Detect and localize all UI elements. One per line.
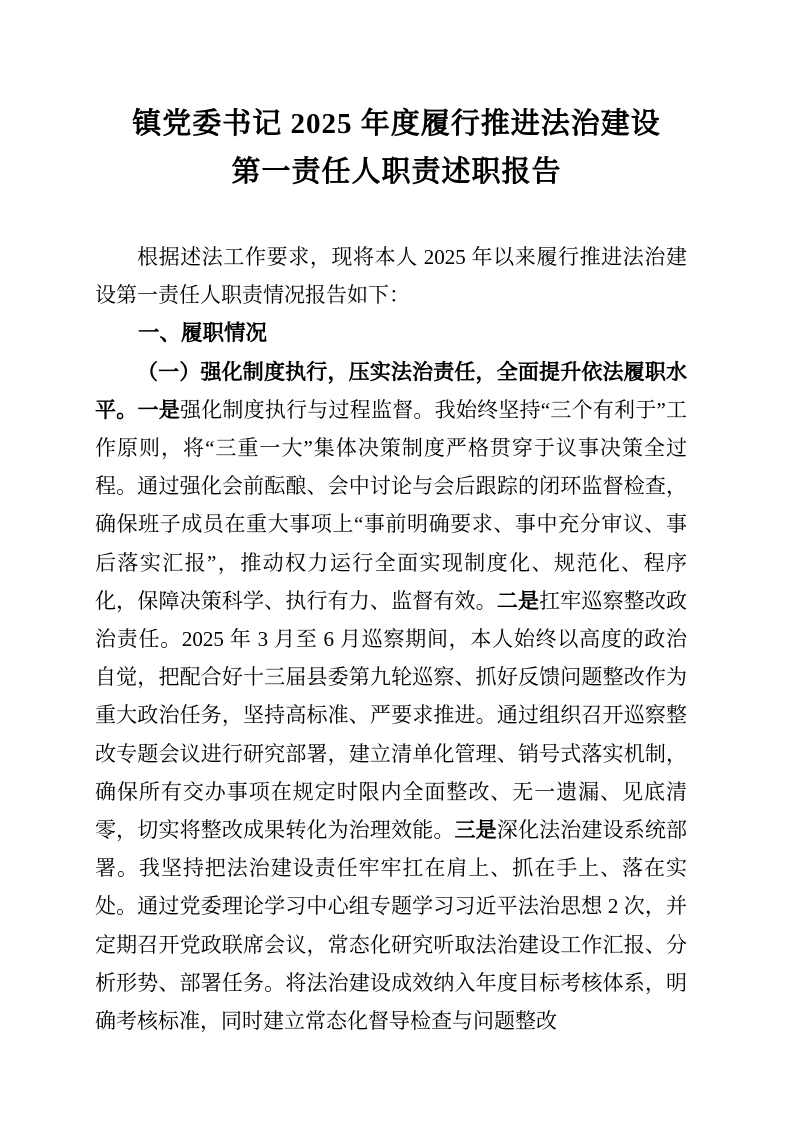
- section-heading-1: 一、履职情况: [138, 321, 268, 346]
- point-marker-2: 二是: [496, 588, 540, 613]
- point-text-1: 强化制度执行与过程监督。我始终坚持“三个有利于”工作原则，将“三重一大”集体决策制度严格贯穿于议事决策全过程。通过强化会前酝酿、会中讨论与会后跟踪的闭环监督检查，确保班子成员在重大事项上“事前明确要求、事中充分审议、事后落实汇报”，推动权力运行全面实现制度化、规范化、程序化，保障决策科学、执行有力、监督有效。: [95, 397, 688, 613]
- subsection-lead: （一）强化制度执行，压实法治责任，全面提升依法履职水平。: [95, 359, 687, 422]
- title-line-2: 第一责任人职责述职报告: [231, 156, 562, 188]
- intro-paragraph: 根据述法工作要求，现将本人 2025 年以来履行推进法治建设第一责任人职责情况报告如下：: [95, 245, 687, 308]
- point-marker-3: 三是: [454, 818, 497, 843]
- title-line-1: 镇党委书记 2025 年度履行推进法治建设: [132, 108, 661, 140]
- point-text-3: 深化法治建设系统部署。我坚持把法治建设责任牢牢扛在肩上、抓在手上、落在实处。通过党委理论学习中心组专题学习习近平法治思想 2 次，并定期召开党政联席会议，常态化研究听取法治建设工作汇报、分析形势、部署任务。将法治建设成效纳入年度目标考核体系，明确考核标准，同时建立常态化督导检查与问题整改: [95, 818, 688, 1034]
- subsection-paragraph-1: [95, 353, 687, 1041]
- point-text-2: 扛牢巡察整改政治责任。2025 年 3 月至 6 月巡察期间，本人始终以高度的政治自觉，把配合好十三届县委第九轮巡察、抓好反馈问题整改作为重大政治任务，坚持高标准、严要求推进。通过组织召开巡察整改专题会议进行研究部署，建立清单化管理、销号式落实机制，确保所有交办事项在规定时限内全面整改、无一遗漏、见底清零，切实将整改成果转化为治理效能。: [95, 588, 688, 843]
- point-marker-1: 一是: [137, 397, 180, 422]
- document-body: [95, 238, 687, 1040]
- document-title: [0, 100, 793, 196]
